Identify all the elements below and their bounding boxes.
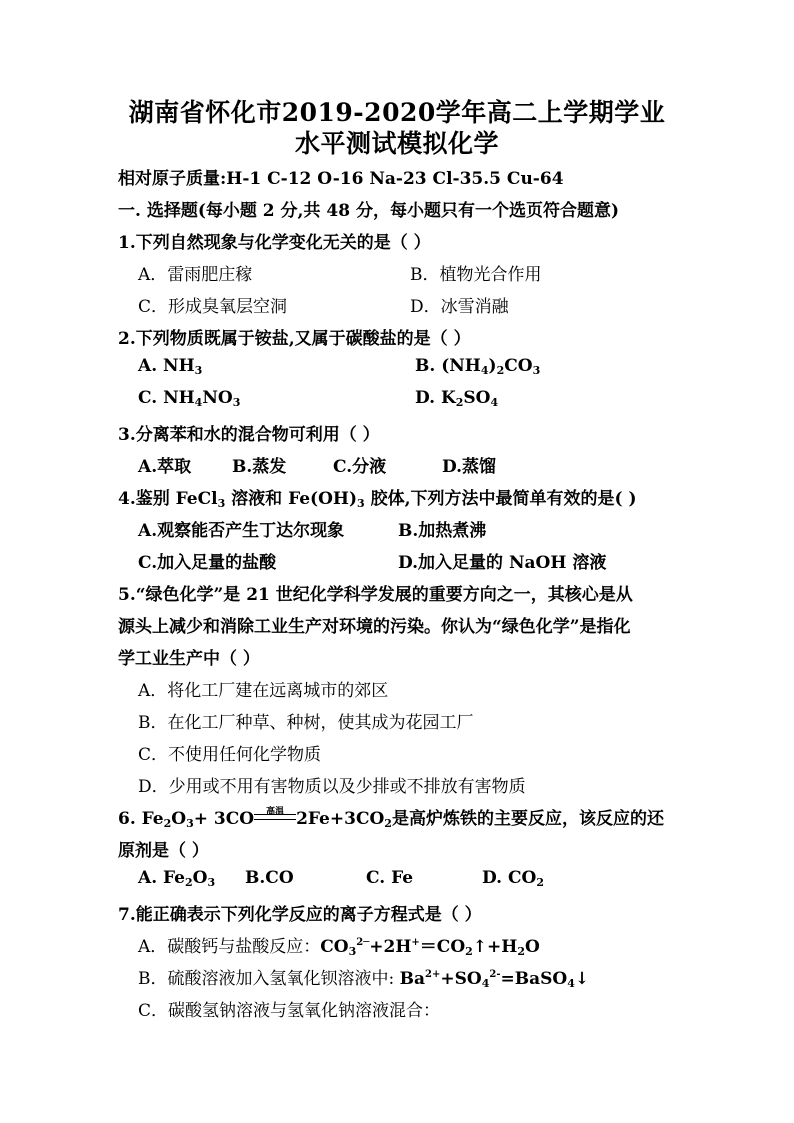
question-6-option-b: B.CO <box>245 868 294 888</box>
question-4-option-b: B.加热煮沸 <box>398 521 487 541</box>
question-7-stem: 7.能正确表示下列化学反应的离子方程式是（ ） <box>118 905 482 925</box>
question-4-option-c: C.加入足量的盐酸 <box>138 553 277 573</box>
question-1-option-b: B．植物光合作用 <box>410 265 542 285</box>
question-6-option-d: D. $CO_2$ <box>482 868 544 889</box>
question-1-option-a: A．雷雨肥庄稼 <box>138 265 253 285</box>
question-3-stem: 3.分离苯和水的混合物可利用（ ） <box>118 425 380 445</box>
section-heading: 一. 选择题(每小题 2 分,共 48 分，每小题只有一个选页符合题意) <box>118 201 620 221</box>
question-3-option-b: B.蒸发 <box>232 457 287 477</box>
question-5-line-3: 学工业生产中（ ） <box>118 649 260 669</box>
exam-title-line2: 水平测试模拟化学 <box>294 129 499 158</box>
question-4-stem: 4.鉴别 FeCl$_3$ 溶液和 $Fe(OH)_3$ 胶体,下列方法中最简单有效的是( ) <box>118 489 637 510</box>
question-5-option-b: B．在化工厂种草、种树，使其成为花园工厂 <box>138 713 474 733</box>
question-5-line-1: 5.“绿色化学”是 21 世纪化学科学发展的重要方向之一，其核心是从 <box>118 585 633 605</box>
atomic-mass-line: 相对原子质量:H-1 C-12 O-16 Na-23 Cl-35.5 Cu-64 <box>118 169 564 189</box>
exam-title-line1: 湖南省怀化市2019-2020学年高二上学期学业 <box>128 98 666 127</box>
question-7-option-a: A．碳酸钙与盐酸反应：$CO_3^{2─}+2H^+=CO_2↑+H_2O$ <box>138 937 540 958</box>
question-5-option-a: A．将化工厂建在远离城市的郊区 <box>138 681 389 701</box>
question-1-stem: 1.下列自然现象与化学变化无关的是（ ） <box>118 233 431 253</box>
question-1-option-c: C．形成臭氧层空洞 <box>138 297 288 317</box>
question-2-option-b: B. $(NH_4)_2CO_3$ <box>415 356 541 377</box>
question-6-stem: 6. $Fe_2O_3+ 3CO$ 高温 $2Fe+3CO_2$是高炉炼铁的主要反应，该反应的还 <box>118 807 664 830</box>
question-3-option-c: C.分液 <box>333 457 387 477</box>
question-6-line-2: 原剂是（ ） <box>118 841 209 861</box>
question-7-option-c: C．碳酸氢钠溶液与氢氧化钠溶液混合： <box>138 1001 441 1021</box>
question-4-option-a: A.观察能否产生丁达尔现象 <box>138 521 345 541</box>
question-5-option-d: D．少用或不用有害物质以及少排或不排放有害物质 <box>138 777 526 797</box>
question-2-option-d: D. $K_2SO_4$ <box>415 388 499 409</box>
question-6-option-c: C. Fe <box>366 868 414 888</box>
question-4-option-d: D.加入足量的 NaOH 溶液 <box>398 553 607 573</box>
question-2-stem: 2.下列物质既属于铵盐,又属于碳酸盐的是（ ） <box>118 329 471 349</box>
question-5-line-2: 源头上减少和消除工业生产对环境的污染。你认为“绿色化学”是指化 <box>118 617 631 637</box>
question-5-option-c: C．不使用任何化学物质 <box>138 745 322 765</box>
question-2-option-a: A. $NH_3$ <box>138 356 203 377</box>
question-7-option-b: B．硫酸溶液加入氢氧化钡溶液中: $Ba^{2+}+SO_4^{2-}=BaSO_4↓$ <box>138 969 590 990</box>
question-1-option-d: D．冰雪消融 <box>410 297 509 317</box>
question-2-option-c: C. $NH_4NO_3$ <box>138 388 241 409</box>
question-6-option-a: A. $Fe_2O_3$ <box>138 868 216 889</box>
question-3-option-a: A.萃取 <box>138 457 192 477</box>
question-3-option-d: D.蒸馏 <box>442 457 497 477</box>
reaction-condition-arrow: 高温 <box>254 809 296 829</box>
